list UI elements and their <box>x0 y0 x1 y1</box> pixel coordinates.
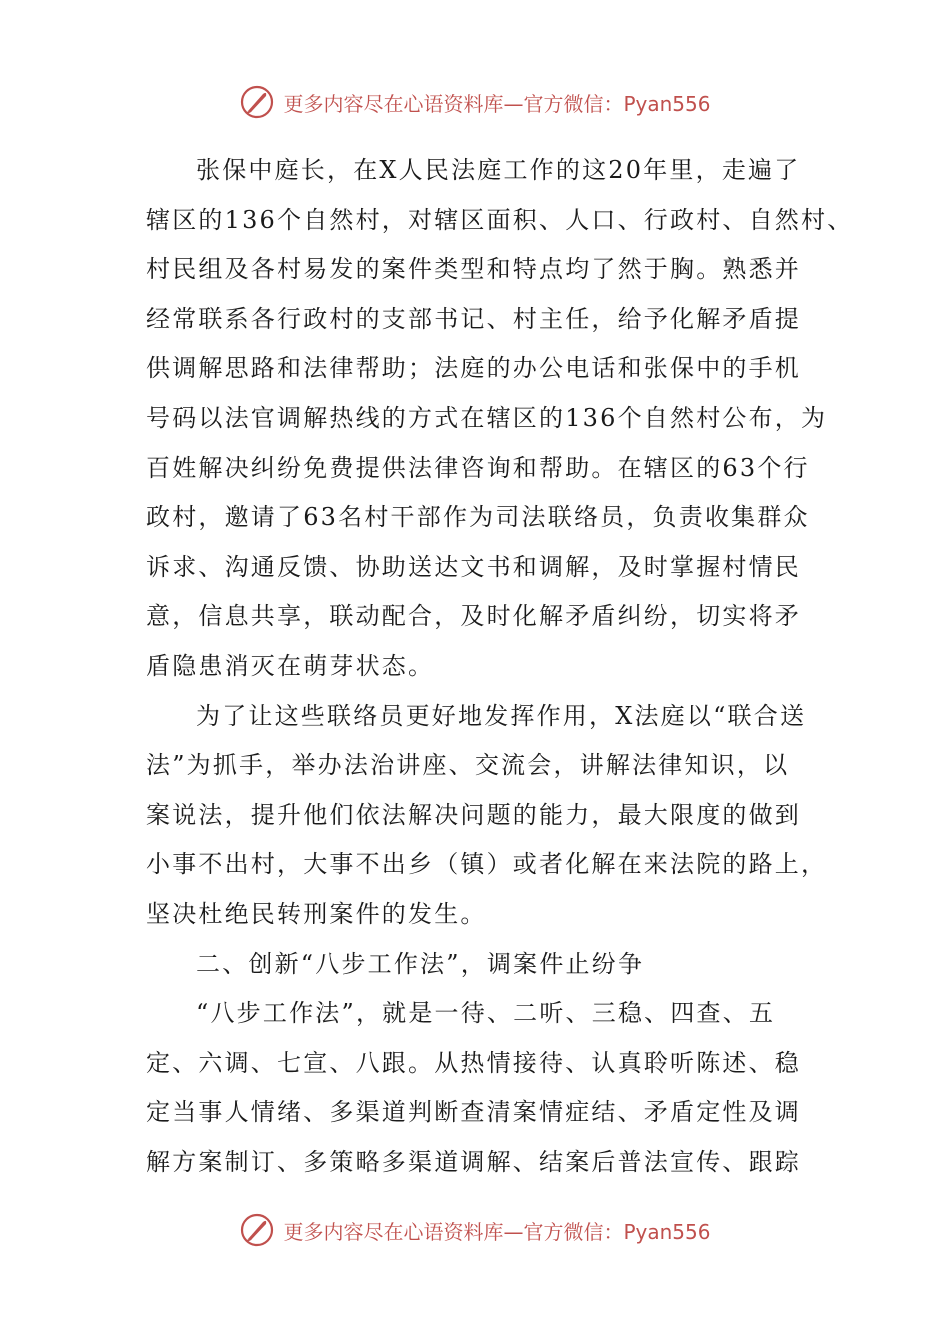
paragraph-line: 经常联系各行政村的支部书记、村主任，给予化解矛盾提 <box>146 304 801 333</box>
watermark-text: 更多内容尽在心语资料库—官方微信：Pyan556 <box>283 1219 711 1244</box>
paragraph-line: 定当事人情绪、多渠道判断查清案情症结、矛盾定性及调 <box>146 1098 801 1127</box>
footer-watermark-banner <box>0 1208 950 1252</box>
quill-pen-logo-icon <box>239 1212 275 1248</box>
quill-pen-logo-icon <box>239 84 275 120</box>
paragraph-line: 小事不出村，大事不出乡（镇）或者化解在来法院的路上， <box>146 850 828 879</box>
paragraph-line: 政村，邀请了63名村干部作为司法联络员，负责收集群众 <box>146 503 810 532</box>
paragraph-line: 百姓解决纠纷免费提供法律咨询和帮助。在辖区的63个行 <box>146 453 810 482</box>
paragraph-line: 定、六调、七宣、八跟。从热情接待、认真聆听陈述、稳 <box>146 1048 801 1077</box>
paragraph-line: 村民组及各村易发的案件类型和特点均了然于胸。熟悉并 <box>146 255 801 284</box>
paragraph-line: 诉求、沟通反馈、协助送达文书和调解，及时掌握村情民 <box>146 552 801 581</box>
paragraph-line: 号码以法官调解热线的方式在辖区的136个自然村公布，为 <box>146 403 828 432</box>
paragraph-line: 盾隐患消灭在萌芽状态。 <box>146 651 435 680</box>
paragraph-line: 意，信息共享，联动配合，及时化解矛盾纠纷，切实将矛 <box>146 602 801 631</box>
section-heading: 二、创新“八步工作法”，调案件止纷争 <box>196 949 645 978</box>
paragraph-line: 坚决杜绝民转刑案件的发生。 <box>146 899 487 928</box>
paragraph-line: 为了让这些联络员更好地发挥作用，X法庭以“联合送 <box>196 701 807 730</box>
paragraph-line: 解方案制订、多策略多渠道调解、结案后普法宣传、跟踪 <box>146 1147 801 1176</box>
paragraph-line: 供调解思路和法律帮助；法庭的办公电话和张保中的手机 <box>146 354 801 383</box>
watermark-text: 更多内容尽在心语资料库—官方微信：Pyan556 <box>283 91 711 116</box>
document-body <box>146 146 854 1187</box>
paragraph-line: 张保中庭长，在X人民法庭工作的这20年里，走遍了 <box>196 156 801 184</box>
paragraph-line: 案说法，提升他们依法解决问题的能力，最大限度的做到 <box>146 800 801 829</box>
paragraph-line: 辖区的136个自然村，对辖区面积、人口、行政村、自然村、 <box>146 205 854 234</box>
paragraph-line: 法”为抓手，举办法治讲座、交流会，讲解法律知识，以 <box>146 751 790 780</box>
paragraph-line: “八步工作法”，就是一待、二听、三稳、四查、五 <box>196 999 776 1028</box>
header-watermark-banner <box>0 80 950 124</box>
